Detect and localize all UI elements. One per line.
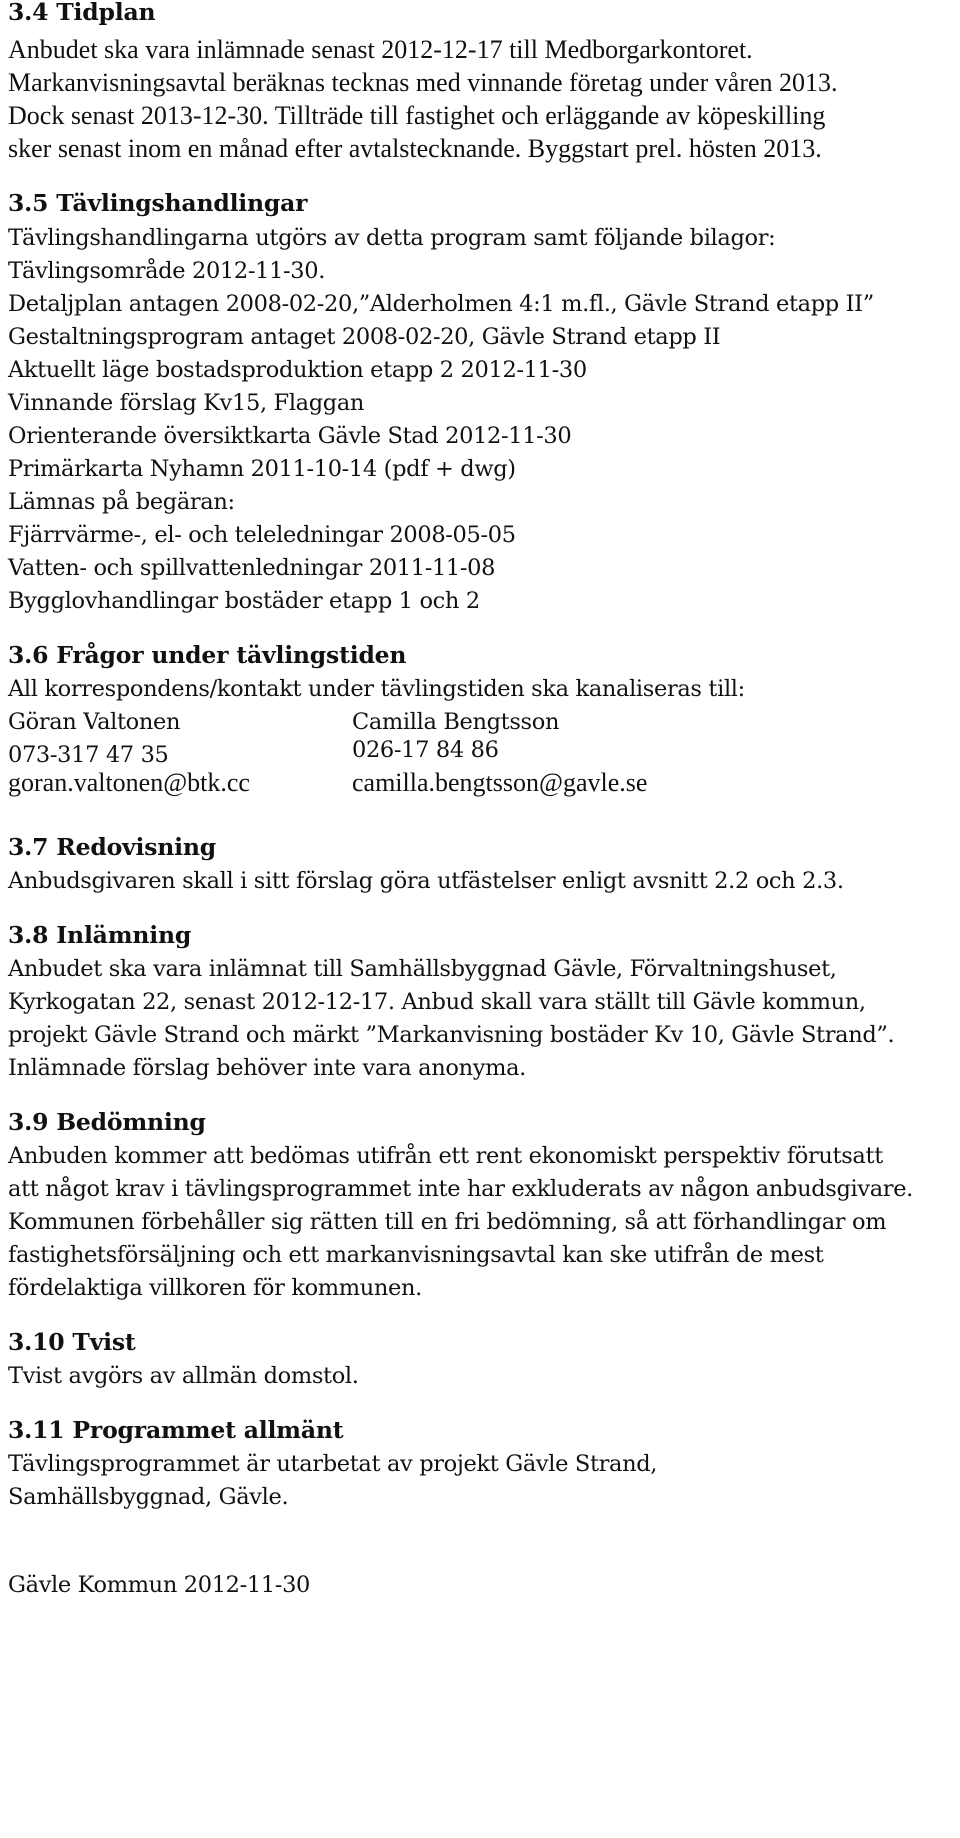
paragraph-line: Inlämnade förslag behöver inte vara anonyma. bbox=[8, 1055, 526, 1081]
paragraph-line: Tvist avgörs av allmän domstol. bbox=[8, 1363, 359, 1389]
list-item: Orienterande översiktkarta Gävle Stad 2012-11-30 bbox=[8, 423, 572, 449]
section-3-11-heading: 3.11 Programmet allmänt bbox=[8, 1416, 344, 1444]
list-item: Primärkarta Nyhamn 2011-10-14 (pdf + dwg) bbox=[8, 456, 516, 482]
contact-phone: 026-17 84 86 bbox=[352, 737, 499, 763]
paragraph-line: Anbudet ska vara inlämnat till Samhällsbyggnad Gävle, Förvaltningshuset, bbox=[8, 956, 837, 982]
paragraph-line: Dock senast 2013-12-30. Tillträde till fastighet och erläggande av köpeskilling bbox=[8, 101, 826, 130]
list-item: Vatten- och spillvattenledningar 2011-11-08 bbox=[8, 555, 496, 581]
paragraph-line: sker senast inom en månad efter avtalstecknande. Byggstart prel. hösten 2013. bbox=[8, 134, 822, 163]
paragraph-line: Samhällsbyggnad, Gävle. bbox=[8, 1484, 289, 1510]
list-item: Gestaltningsprogram antaget 2008-02-20, Gävle Strand etapp II bbox=[8, 324, 721, 350]
paragraph-line: fastighetsförsäljning och ett markanvisningsavtal kan ske utifrån de mest bbox=[8, 1242, 824, 1268]
paragraph-line: Anbudsgivaren skall i sitt förslag göra utfästelser enligt avsnitt 2.2 och 2.3. bbox=[8, 868, 844, 894]
list-item: Vinnande förslag Kv15, Flaggan bbox=[8, 390, 365, 416]
contact-name: Camilla Bengtsson bbox=[352, 709, 560, 735]
contact-name: Göran Valtonen bbox=[8, 709, 181, 735]
section-3-4-heading: 3.4 Tidplan bbox=[8, 0, 156, 26]
list-item: Lämnas på begäran: bbox=[8, 489, 235, 515]
paragraph-line: Kyrkogatan 22, senast 2012-12-17. Anbud skall vara ställt till Gävle kommun, bbox=[8, 989, 866, 1015]
paragraph-line: Anbudet ska vara inlämnade senast 2012-12-17 till Medborgarkontoret. bbox=[8, 35, 753, 64]
section-3-8-heading: 3.8 Inlämning bbox=[8, 921, 192, 949]
section-3-5-heading: 3.5 Tävlingshandlingar bbox=[8, 189, 308, 217]
section-3-10-heading: 3.10 Tvist bbox=[8, 1328, 136, 1356]
paragraph-line: att något krav i tävlingsprogrammet inte har exkluderats av någon anbudsgivare. bbox=[8, 1176, 913, 1202]
footer-text: Gävle Kommun 2012-11-30 bbox=[8, 1572, 310, 1598]
list-item: Fjärrvärme-, el- och teleledningar 2008-05-05 bbox=[8, 522, 516, 548]
list-item: Tävlingsområde 2012-11-30. bbox=[8, 258, 326, 284]
paragraph-line: Anbuden kommer att bedömas utifrån ett rent ekonomiskt perspektiv förutsatt bbox=[8, 1143, 883, 1169]
list-item: Aktuellt läge bostadsproduktion etapp 2 2012-11-30 bbox=[8, 357, 587, 383]
paragraph-line: Markanvisningsavtal beräknas tecknas med vinnande företag under våren 2013. bbox=[8, 68, 838, 97]
paragraph-line: Kommunen förbehåller sig rätten till en fri bedömning, så att förhandlingar om bbox=[8, 1209, 887, 1235]
paragraph-line: Tävlingshandlingarna utgörs av detta program samt följande bilagor: bbox=[8, 225, 776, 251]
contact-email[interactable]: camilla.bengtsson@gavle.se bbox=[352, 768, 648, 797]
section-3-6-heading: 3.6 Frågor under tävlingstiden bbox=[8, 641, 407, 669]
list-item: Bygglovhandlingar bostäder etapp 1 och 2 bbox=[8, 588, 480, 614]
paragraph-line: projekt Gävle Strand och märkt ”Markanvisning bostäder Kv 10, Gävle Strand”. bbox=[8, 1022, 895, 1048]
paragraph-line: fördelaktiga villkoren för kommunen. bbox=[8, 1275, 422, 1301]
paragraph-line: Tävlingsprogrammet är utarbetat av projekt Gävle Strand, bbox=[8, 1451, 658, 1477]
list-item: Detaljplan antagen 2008-02-20,”Alderholmen 4:1 m.fl., Gävle Strand etapp II” bbox=[8, 291, 874, 317]
section-3-9-heading: 3.9 Bedömning bbox=[8, 1108, 206, 1136]
paragraph-line: All korrespondens/kontakt under tävlingstiden ska kanaliseras till: bbox=[8, 676, 745, 702]
contact-email[interactable]: goran.valtonen@btk.cc bbox=[8, 768, 250, 797]
contact-phone: 073-317 47 35 bbox=[8, 742, 169, 768]
section-3-7-heading: 3.7 Redovisning bbox=[8, 833, 216, 861]
